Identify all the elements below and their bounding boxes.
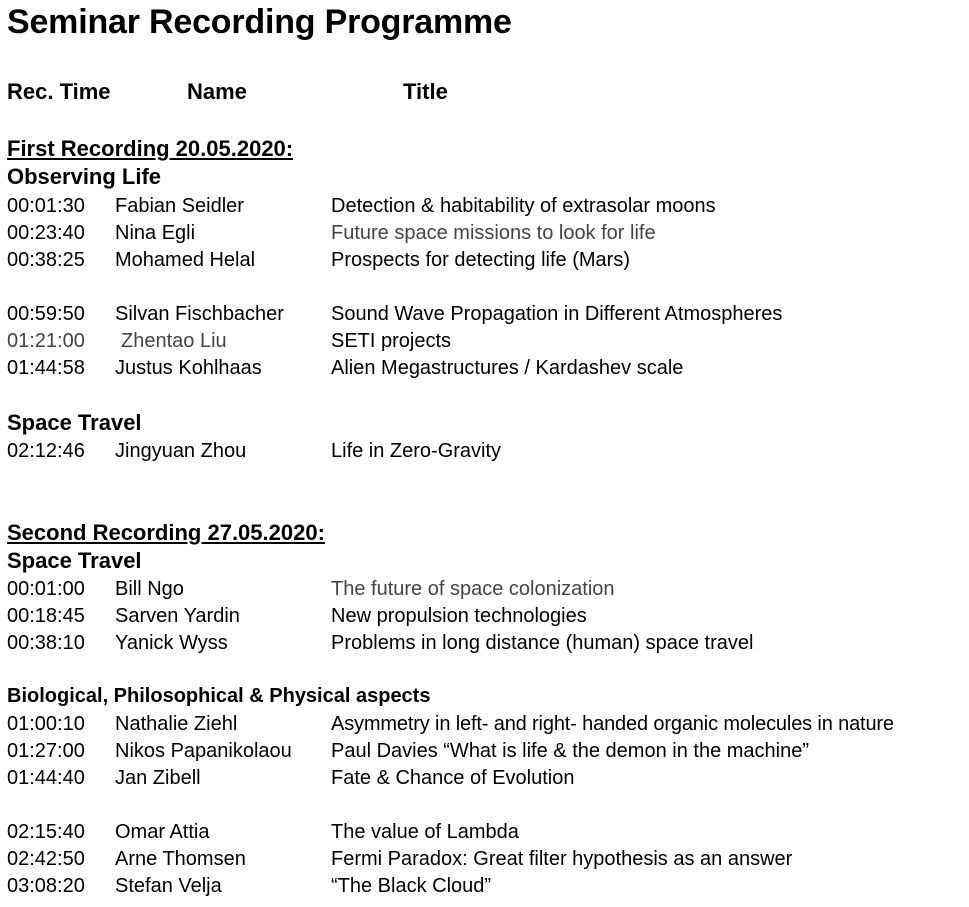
- table-row: [0, 578, 969, 605]
- section-space-travel: Space Travel: [7, 410, 142, 435]
- row-name: Yanick Wyss: [115, 632, 228, 654]
- row-time: 00:01:00: [7, 578, 85, 600]
- section-biological-aspects: Biological, Philosophical & Physical aspects: [7, 685, 431, 707]
- row-time: 01:27:00: [7, 740, 85, 762]
- table-row: [0, 767, 969, 794]
- row-time: 01:44:58: [7, 357, 85, 379]
- row-name: Jan Zibell: [115, 767, 201, 789]
- table-row: [0, 330, 969, 357]
- row-title: Life in Zero-Gravity: [331, 440, 502, 462]
- row-title: “The Black Cloud”: [331, 875, 492, 897]
- row-time: 00:01:30: [7, 195, 85, 217]
- table-row: [0, 303, 969, 330]
- row-name: Mohamed Helal: [115, 249, 256, 271]
- row-title: Detection & habitability of extrasolar moons: [331, 195, 716, 217]
- row-title: Future space missions to look for life: [331, 222, 656, 244]
- row-time: 03:08:20: [7, 875, 85, 897]
- row-name: Bill Ngo: [115, 578, 184, 600]
- row-time: 00:59:50: [7, 303, 85, 325]
- recording-2-title: Second Recording 27.05.2020:: [7, 520, 325, 545]
- row-time: 00:38:25: [7, 249, 85, 271]
- table-row: [0, 875, 969, 902]
- table-row: [0, 848, 969, 875]
- table-row: [0, 195, 969, 222]
- row-time: 02:15:40: [7, 821, 85, 843]
- row-title: Fate & Chance of Evolution: [331, 767, 575, 789]
- page-title: Seminar Recording Programme: [7, 3, 512, 41]
- header-title: Title: [403, 79, 448, 104]
- table-row: [0, 821, 969, 848]
- table-row: [0, 713, 969, 740]
- table-row: [0, 222, 969, 249]
- row-title: The future of space colonization: [331, 578, 615, 600]
- table-row: [0, 440, 969, 467]
- header-name: Name: [187, 79, 247, 104]
- row-title: Alien Megastructures / Kardashev scale: [331, 357, 684, 379]
- section-space-travel: Space Travel: [7, 548, 142, 573]
- row-name: Nikos Papanikolaou: [115, 740, 292, 762]
- row-title: Paul Davies “What is life & the demon in the machine”: [331, 740, 809, 762]
- row-title: Asymmetry in left- and right- handed organic molecules in nature: [331, 713, 894, 735]
- row-name: Nina Egli: [115, 222, 196, 244]
- table-row: [0, 632, 969, 659]
- row-time: 00:23:40: [7, 222, 85, 244]
- row-title: Problems in long distance (human) space travel: [331, 632, 754, 654]
- row-title: SETI projects: [331, 330, 452, 352]
- row-title: Fermi Paradox: Great filter hypothesis as an answer: [331, 848, 793, 870]
- row-name: Sarven Yardin: [115, 605, 240, 627]
- row-title: The value of Lambda: [331, 821, 519, 843]
- row-title: Prospects for detecting life (Mars): [331, 249, 630, 271]
- row-time: 01:44:40: [7, 767, 85, 789]
- row-time: 02:42:50: [7, 848, 85, 870]
- table-row: [0, 605, 969, 632]
- row-time: 02:12:46: [7, 440, 85, 462]
- row-title: Sound Wave Propagation in Different Atmospheres: [331, 303, 783, 325]
- row-name: Fabian Seidler: [115, 195, 244, 217]
- row-time: 01:00:10: [7, 713, 85, 735]
- row-name: Arne Thomsen: [115, 848, 246, 870]
- row-name: Jingyuan Zhou: [115, 440, 247, 462]
- table-row: [0, 740, 969, 767]
- recording-1-title: First Recording 20.05.2020:: [7, 136, 294, 161]
- row-name: Stefan Velja: [115, 875, 222, 897]
- row-name: Omar Attia: [115, 821, 210, 843]
- row-name: Justus Kohlhaas: [115, 357, 262, 379]
- header-rec-time: Rec. Time: [7, 79, 111, 104]
- row-name: Zhentao Liu: [121, 330, 227, 352]
- row-time: 00:38:10: [7, 632, 85, 654]
- table-row: [0, 357, 969, 384]
- row-time: 00:18:45: [7, 605, 85, 627]
- row-title: New propulsion technologies: [331, 605, 587, 627]
- table-row: [0, 249, 969, 276]
- row-name: Silvan Fischbacher: [115, 303, 284, 325]
- row-time: 01:21:00: [7, 330, 85, 352]
- section-observing-life: Observing Life: [7, 164, 162, 189]
- row-name: Nathalie Ziehl: [115, 713, 238, 735]
